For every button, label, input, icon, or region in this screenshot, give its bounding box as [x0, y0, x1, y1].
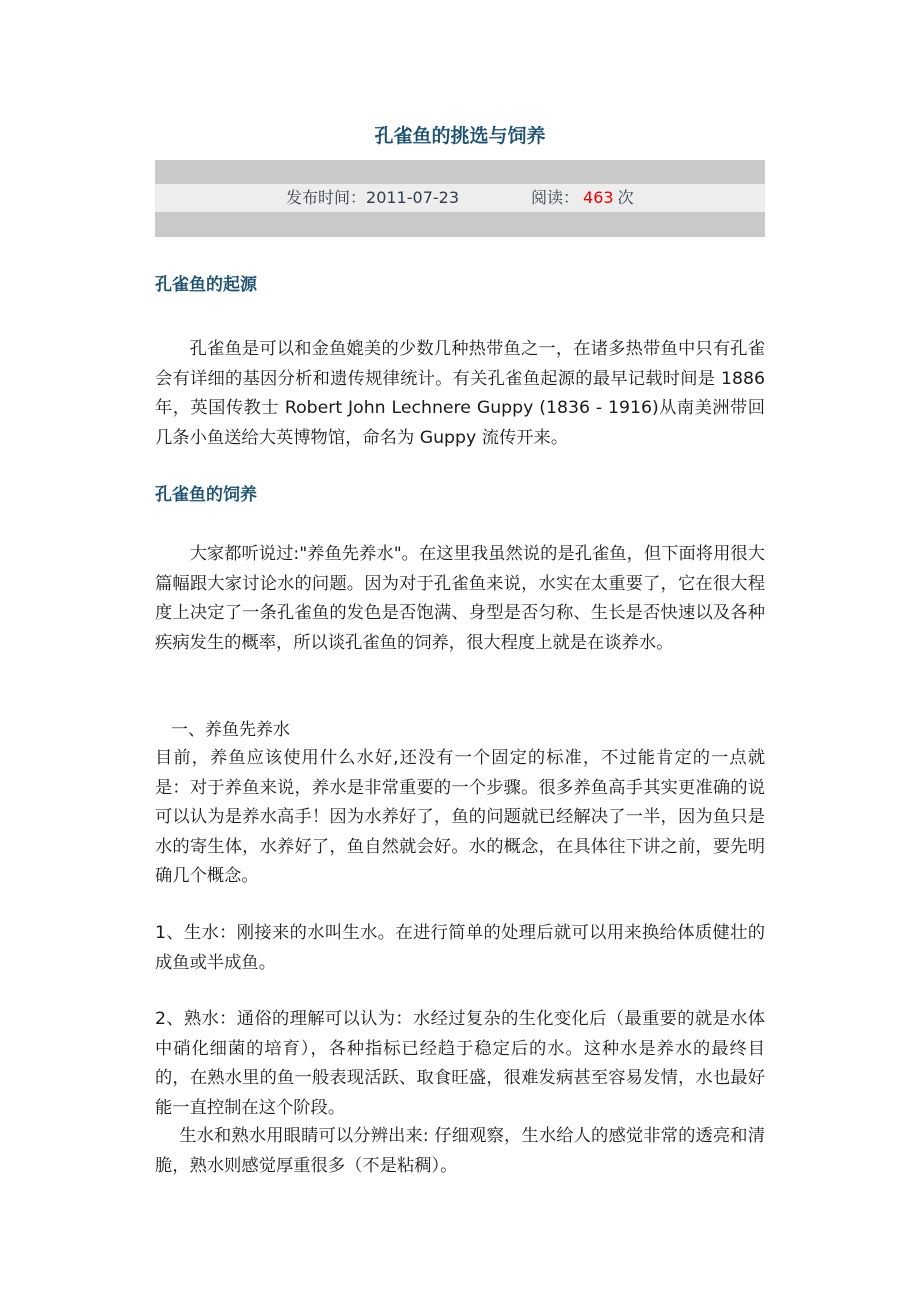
paragraph-raw-water: 1、生水：刚接来的水叫生水。在进行简单的处理后就可以用来换给体质健壮的成鱼或半成鱼。	[155, 923, 765, 973]
paragraph-water-observation: 生水和熟水用眼睛可以分辨出来: 仔细观察，生水给人的感觉非常的透亮和清脆，熟水则感觉厚重很多（不是粘稠）。	[155, 1126, 765, 1176]
section-heading-origin: 孔雀鱼的起源	[155, 275, 257, 295]
read-count-unit: 次	[617, 188, 634, 207]
publish-date	[286, 184, 459, 212]
paragraph-care: 大家都听说过:"养鱼先养水"。在这里我虽然说的是孔雀鱼，但下面将用很大篇幅跟大家讨论水的问题。因为对于孔雀鱼来说，水实在太重要了，它在很大程度上决定了一条孔雀鱼的发色是否饱满、身型是否匀称、生长是否快速以及各种疾病发生的概率，所以谈孔雀鱼的饲养，很大程度上就是在谈养水。	[155, 544, 765, 653]
article-title: 孔雀鱼的挑选与饲养	[374, 125, 546, 147]
article-meta-row	[155, 184, 765, 212]
paragraph-origin: 孔雀鱼是可以和金鱼媲美的少数几种热带鱼之一，在诸多热带鱼中只有孔雀会有详细的基因分析和遗传规律统计。有关孔雀鱼起源的最早记载时间是 1886 年，英国传教士 Robert John Lechnere Guppy (1836 - 1916)从南美洲带回几条小鱼送给大英博物馆，命名为 Guppy 流传开来。	[155, 339, 765, 448]
article-meta-box	[155, 160, 765, 237]
read-count	[531, 184, 634, 212]
read-count-label: 阅读：	[531, 188, 580, 207]
read-count-value: 463	[583, 188, 614, 207]
paragraph-subsection-intro: 目前，养鱼应该使用什么水好,还没有一个固定的标准，不过能肯定的一点就是：对于养鱼来说，养水是非常重要的一个步骤。很多养鱼高手其实更准确的说可以认为是养水高手！因为水养好了，鱼的问题就已经解决了一半，因为鱼只是水的寄生体，水养好了，鱼自然就会好。水的概念，在具体往下讲之前，要先明确几个概念。	[155, 748, 765, 886]
publish-date-value: 2011-07-23	[366, 188, 459, 207]
subsection-heading: 一、养鱼先养水	[171, 720, 290, 740]
section-heading-care: 孔雀鱼的饲养	[155, 485, 257, 505]
paragraph-mature-water: 2、熟水：通俗的理解可以认为：水经过复杂的生化变化后（最重要的就是水体中硝化细菌的培育），各种指标已经趋于稳定后的水。这种水是养水的最终目的，在熟水里的鱼一般表现活跃、取食旺盛，很难发病甚至容易发情，水也最好能一直控制在这个阶段。	[155, 1009, 765, 1118]
publish-date-label: 发布时间：	[286, 188, 367, 207]
